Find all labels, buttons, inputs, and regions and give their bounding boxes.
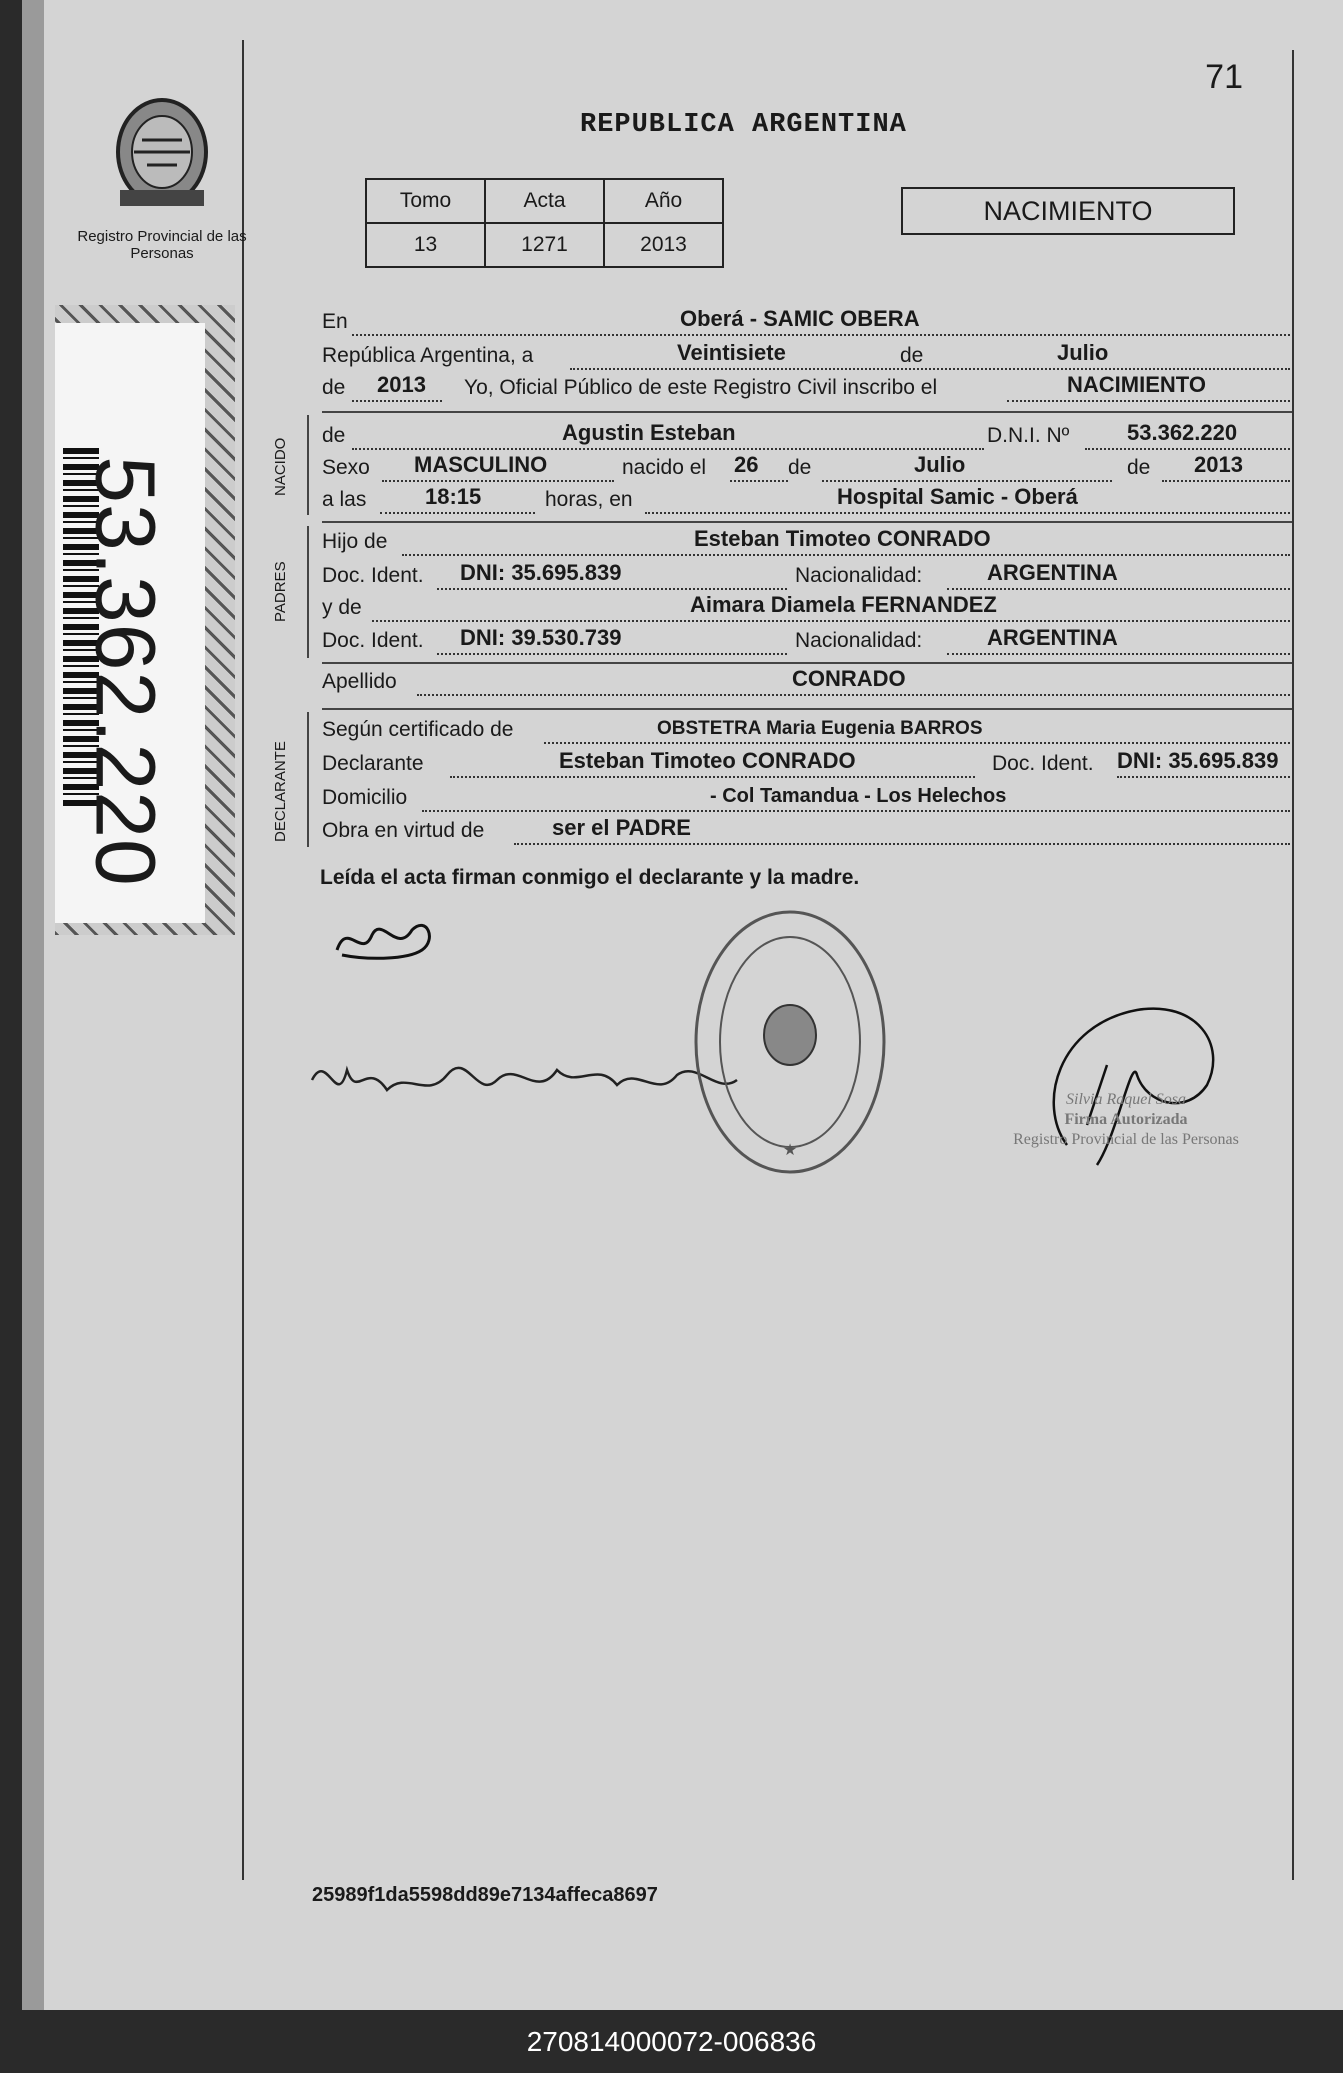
footer-code: 270814000072-006836 — [526, 2026, 817, 2057]
authority-role: Firma Autorizada — [1064, 1111, 1188, 1128]
registry-label: Registro Provincial de las Personas — [77, 228, 247, 262]
record-table — [365, 178, 724, 268]
value-tomo: 13 — [366, 223, 485, 267]
line-padre: Hijo de Esteban Timoteo CONRADO — [322, 528, 1290, 558]
section-nacido: NACIDO — [272, 437, 289, 496]
line-doc-padre: Doc. Ident. DNI: 35.695.839 Nacionalidad: ARGENTINA — [322, 562, 1290, 592]
barcode-sticker — [55, 305, 235, 935]
province-seal-icon — [102, 90, 222, 220]
sticker-number: 53.362.220 — [78, 456, 173, 887]
signature-declarante — [327, 910, 447, 970]
line-en: En Oberá - SAMIC OBERA — [322, 308, 1290, 338]
line-obra: Obra en virtud de ser el PADRE — [322, 817, 1290, 847]
value-ano: 2013 — [604, 223, 723, 267]
line-nombre: de Agustin Esteban D.N.I. Nº 53.362.220 — [322, 422, 1290, 452]
left-margin-line — [242, 40, 244, 1880]
document-hash: 25989f1da5598dd89e7134affeca8697 — [312, 1884, 658, 1906]
section-declarante: DECLARANTE — [272, 741, 289, 842]
official-stamp — [690, 905, 890, 1180]
authority-block — [996, 1090, 1256, 1150]
document-page — [22, 0, 1343, 2010]
line-sexo: Sexo MASCULINO nacido el 26 de Julio de 2013 — [322, 454, 1290, 484]
document-title: REPUBLICA ARGENTINA — [580, 110, 907, 140]
line-domicilio: Domicilio - Col Tamandua - Los Helechos — [322, 784, 1290, 814]
line-madre: y de Aimara Diamela FERNANDEZ — [322, 594, 1290, 624]
header-ano: Año — [604, 179, 723, 223]
line-fecha: República Argentina, a Veintisiete de Julio — [322, 342, 1290, 372]
value-acta: 1271 — [485, 223, 604, 267]
record-type-box: NACIMIENTO — [901, 187, 1235, 235]
closing-statement: Leída el acta firman conmigo el declarante y la madre. — [320, 866, 860, 889]
authority-name: Silvia Raquel Sosa — [1066, 1091, 1186, 1108]
line-declarante: Declarante Esteban Timoteo CONRADO Doc. Ident. DNI: 35.695.839 — [322, 750, 1290, 780]
page-number: 71 — [1205, 58, 1243, 96]
line-hora: a las 18:15 horas, en Hospital Samic - Oberá — [322, 486, 1290, 516]
header-tomo: Tomo — [366, 179, 485, 223]
authority-org: Registro Provincial de las Personas — [1013, 1131, 1239, 1148]
line-oficial: de 2013 Yo, Oficial Público de este Registro Civil inscribo el NACIMIENTO — [322, 374, 1290, 404]
svg-text:★: ★ — [782, 1142, 798, 1159]
right-margin-line — [1292, 50, 1294, 1880]
header-acta: Acta — [485, 179, 604, 223]
book-spine — [22, 0, 44, 2010]
line-certificado: Según certificado de OBSTETRA Maria Eugenia BARROS — [322, 716, 1290, 746]
section-padres: PADRES — [272, 561, 289, 622]
signature-madre — [307, 1040, 752, 1120]
line-doc-madre: Doc. Ident. DNI: 39.530.739 Nacionalidad: ARGENTINA — [322, 627, 1290, 657]
line-apellido: Apellido CONRADO — [322, 668, 1290, 698]
